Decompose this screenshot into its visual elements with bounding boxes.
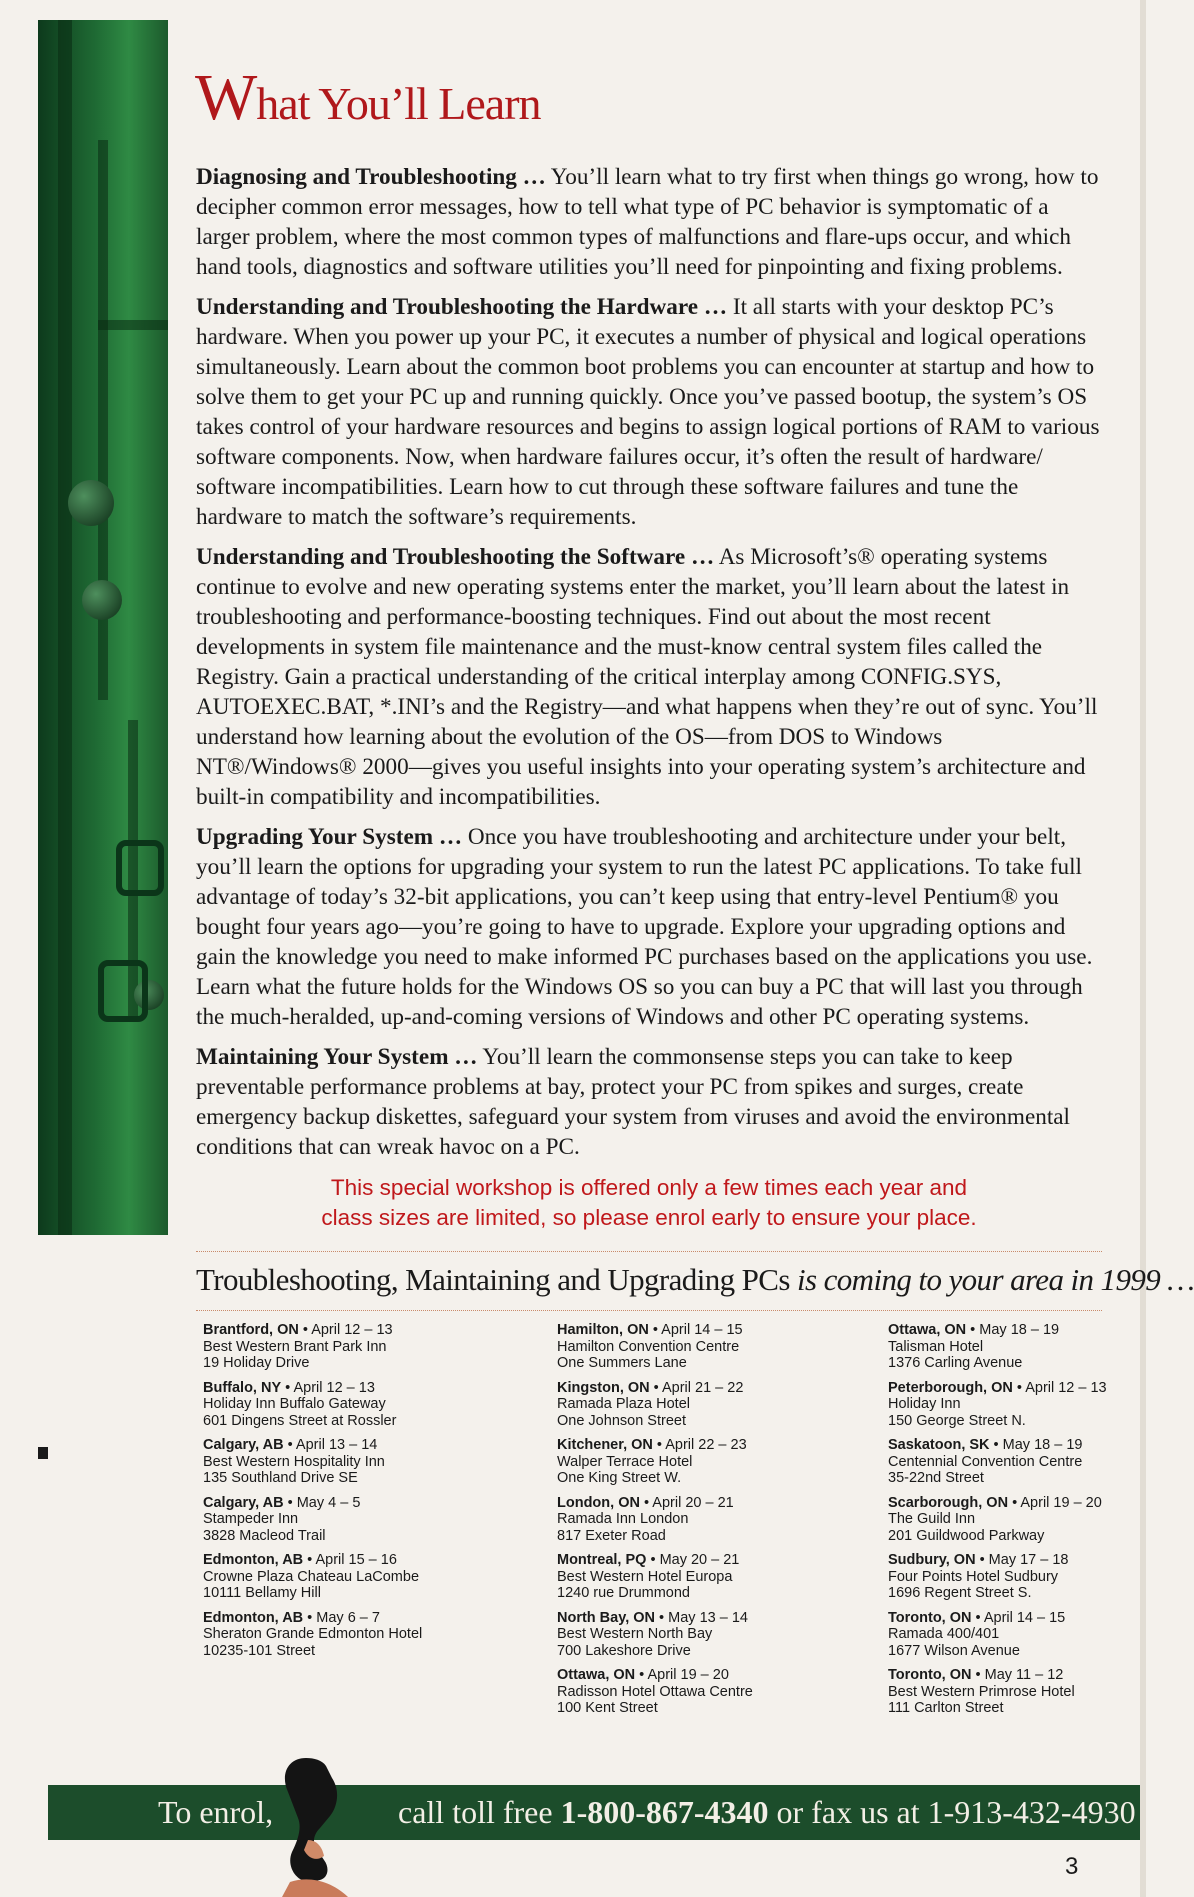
locations-column-3 <box>888 1322 1107 1725</box>
enrolment-notice <box>196 1173 1102 1233</box>
location-venue: Holiday Inn <box>888 1396 961 1412</box>
location-city: Kitchener, ON <box>557 1437 653 1453</box>
location-venue: Crowne Plaza Chateau LaCombe <box>203 1568 420 1585</box>
section-title: Maintaining Your System … <box>196 1044 478 1070</box>
location-city: Kingston, ON <box>557 1379 650 1396</box>
location-entry <box>888 1667 1107 1717</box>
section-software <box>196 542 1102 812</box>
location-address: 601 Dingens Street at Rossler <box>203 1412 397 1429</box>
location-venue: Holiday Inn Buffalo Gateway <box>203 1396 386 1412</box>
section-body: As Microsoft’s® operating systems continue to evolve and new operating systems enter the market, you’ll learn about the latest in troubleshooting and performance-boosting techniques. Find out about the most recent developments in system file maintenance and the must-know central system files called the Registry. Gain a practical understanding of the critical interplay among CONFIG.SYS, AUTOEXEC.BAT, *.INI’s and the Registry—and what happens when they’re out of sync. You’ll understand how learning about the evolution of the OS—from DOS to Windows NT®/Windows® 2000—gives you useful insights into your operating system’s architecture and built-in compatibility and incompatibilities. <box>196 544 1098 810</box>
location-address: 10111 Bellamy Hill <box>203 1585 321 1601</box>
location-address: One Summers Lane <box>557 1355 687 1371</box>
location-venue: Best Western North Bay <box>557 1626 713 1642</box>
location-entry <box>557 1552 753 1602</box>
location-entry <box>888 1380 1107 1430</box>
location-entry <box>203 1495 422 1545</box>
location-city: Brantford, ON <box>203 1322 299 1338</box>
location-address: 150 George Street N. <box>888 1412 1026 1429</box>
page-number: 3 <box>1065 1853 1079 1880</box>
divider-bottom <box>196 1310 1102 1311</box>
location-entry <box>557 1610 753 1660</box>
location-venue: Ramada 400/401 <box>888 1626 1000 1642</box>
location-venue: Hamilton Convention Centre <box>557 1338 740 1355</box>
location-address: 817 Exeter Road <box>557 1527 666 1544</box>
notice-line: This special workshop is offered only a few times each year and <box>330 1175 968 1200</box>
location-address: One Johnson Street <box>557 1412 686 1429</box>
location-date: • April 14 – 15 <box>971 1609 1066 1626</box>
location-date: • May 18 – 19 <box>966 1322 1060 1338</box>
location-venue: Radisson Hotel Ottawa Centre <box>557 1683 753 1700</box>
section-title: Understanding and Troubleshooting the Hardware … <box>196 294 728 320</box>
location-city: Montreal, PQ <box>557 1552 647 1568</box>
location-venue: Ramada Inn London <box>557 1511 689 1527</box>
divider-top <box>196 1251 1102 1252</box>
section-hardware <box>196 292 1102 532</box>
location-city: Hamilton, ON <box>557 1322 649 1338</box>
location-venue: Walper Terrace Hotel <box>557 1453 693 1470</box>
location-city: Ottawa, ON <box>888 1322 967 1338</box>
location-entry <box>557 1667 753 1717</box>
location-entry <box>888 1552 1107 1602</box>
location-venue: Stampeder Inn <box>203 1511 299 1527</box>
enrol-lead: To enrol, <box>158 1794 274 1830</box>
schedule-heading <box>196 1262 1194 1298</box>
location-entry <box>203 1380 422 1430</box>
location-entry <box>557 1437 753 1487</box>
schedule-heading-plain: Troubleshooting, Maintaining and Upgrading PCs <box>196 1262 797 1297</box>
location-city: Ottawa, ON <box>557 1667 636 1683</box>
location-venue: The Guild Inn <box>888 1511 976 1527</box>
enrol-fax-label: or fax us at <box>768 1794 928 1830</box>
location-date: • May 11 – 12 <box>971 1667 1064 1683</box>
toll-free-number[interactable]: 1-800-867-4340 <box>560 1794 769 1830</box>
location-address: 700 Lakeshore Drive <box>557 1642 691 1659</box>
location-date: • April 15 – 16 <box>303 1552 397 1568</box>
location-address: 1677 Wilson Avenue <box>888 1642 1020 1659</box>
location-address: 1376 Carling Avenue <box>888 1355 1023 1371</box>
location-entry <box>888 1322 1107 1372</box>
location-city: Calgary, AB <box>203 1494 284 1511</box>
location-address: 135 Southland Drive SE <box>203 1470 358 1486</box>
location-venue: Best Western Brant Park Inn <box>203 1338 387 1355</box>
location-city: Buffalo, NY <box>203 1379 282 1396</box>
location-venue: Four Points Hotel Sudbury <box>888 1568 1059 1585</box>
location-entry <box>888 1495 1107 1545</box>
location-address: 19 Holiday Drive <box>203 1355 310 1371</box>
circuit-board-image <box>38 20 168 1235</box>
section-body: You’ll learn the commonsense steps you can take to keep preventable performance problems at bay, protect your PC from spikes and surges, create emergency backup diskettes, safeguard your system from viruses and avoid the environmental conditions that can wreak havoc on a PC. <box>196 1044 1071 1160</box>
location-entry <box>557 1322 753 1372</box>
section-body: It all starts with your desktop PC’s hardware. When you power up your PC, it executes a number of physical and logical operations simultaneously. Learn about the common boot problems you can encounter at startup and how to solve them to get your PC up and running quickly. Once you’ve passed bootup, the system’s OS takes control of your hardware resources and begins to assign logical portions of RAM to various software components. Now, when hardware failures occur, it’s often the result of hardware/ software incompatibilities. Learn how to cut through these software failures and tune the hardware to match the software’s requirements. <box>196 294 1100 530</box>
location-date: • April 22 – 23 <box>652 1437 747 1453</box>
location-date: • April 12 – 13 <box>281 1379 375 1396</box>
page-edge <box>1140 0 1146 1897</box>
page-title <box>195 60 541 136</box>
location-date: • May 17 – 18 <box>975 1552 1069 1568</box>
location-city: Toronto, ON <box>888 1609 972 1626</box>
location-date: • May 6 – 7 <box>303 1609 380 1626</box>
location-address: 1696 Regent Street S. <box>888 1585 1032 1601</box>
location-city: Sudbury, ON <box>888 1552 976 1568</box>
location-date: • May 13 – 14 <box>655 1609 748 1626</box>
location-date: • May 4 – 5 <box>283 1494 361 1511</box>
enrol-contact <box>398 1785 1136 1840</box>
enrol-call-label: call toll free <box>398 1794 561 1830</box>
location-address: 35-22nd Street <box>888 1470 984 1486</box>
location-entry <box>203 1610 422 1660</box>
location-date: • April 19 – 20 <box>1008 1494 1102 1511</box>
location-address: 201 Guildwood Parkway <box>888 1527 1045 1544</box>
location-entry <box>203 1437 422 1487</box>
section-title: Diagnosing and Troubleshooting … <box>196 164 546 190</box>
location-address: 1240 rue Drummond <box>557 1585 690 1601</box>
location-address: 10235-101 Street <box>203 1642 316 1659</box>
location-address: 3828 Macleod Trail <box>203 1527 326 1544</box>
enrol-banner <box>48 1785 1140 1840</box>
section-body: You’ll learn what to try first when things go wrong, how to decipher common error messages, how to tell what type of PC behavior is symptomatic of a larger problem, where the most common types of malfunctions and flare-ups occur, and which hand tools, diagnostics and software utilities you’ll need for pinpointing and fixing problems. <box>196 164 1099 280</box>
location-venue: Ramada Plaza Hotel <box>557 1396 690 1412</box>
locations-column-2 <box>557 1322 753 1725</box>
location-address: 111 Carlton Street <box>888 1700 1004 1716</box>
phone-handset-icon <box>268 1748 358 1897</box>
margin-mark <box>38 1447 48 1459</box>
schedule-heading-italic: is coming to your area in 1999 … <box>797 1262 1194 1297</box>
location-venue: Best Western Hospitality Inn <box>203 1453 385 1470</box>
location-entry <box>203 1322 422 1372</box>
location-city: Edmonton, AB <box>203 1552 304 1568</box>
location-entry <box>888 1437 1107 1487</box>
location-city: Edmonton, AB <box>203 1609 304 1626</box>
location-date: • April 12 – 13 <box>1012 1379 1107 1396</box>
location-entry <box>203 1552 422 1602</box>
section-upgrading <box>196 822 1102 1032</box>
location-entry <box>557 1495 753 1545</box>
location-date: • April 12 – 13 <box>298 1322 393 1338</box>
location-venue: Best Western Primrose Hotel <box>888 1683 1075 1700</box>
location-city: Toronto, ON <box>888 1667 972 1683</box>
location-city: North Bay, ON <box>557 1609 656 1626</box>
location-city: Saskatoon, SK <box>888 1437 990 1453</box>
location-city: Peterborough, ON <box>888 1379 1013 1396</box>
location-address: 100 Kent Street <box>557 1700 658 1716</box>
location-date: • April 20 – 21 <box>639 1494 734 1511</box>
section-diagnosing <box>196 162 1102 282</box>
fax-number[interactable]: 1-913-432-4930 <box>927 1794 1136 1830</box>
location-city: Scarborough, ON <box>888 1494 1009 1511</box>
location-date: • May 20 – 21 <box>646 1552 740 1568</box>
location-entry <box>888 1610 1107 1660</box>
section-title: Understanding and Troubleshooting the Software … <box>196 544 715 570</box>
location-city: London, ON <box>557 1494 640 1511</box>
location-date: • April 13 – 14 <box>283 1437 378 1453</box>
location-venue: Sheraton Grande Edmonton Hotel <box>203 1626 423 1642</box>
title-rest: hat You’ll Learn <box>256 78 541 129</box>
location-entry <box>557 1380 753 1430</box>
location-date: • April 21 – 22 <box>649 1379 744 1396</box>
location-venue: Best Western Hotel Europa <box>557 1568 733 1585</box>
location-venue: Talisman Hotel <box>888 1338 984 1355</box>
location-date: • April 14 – 15 <box>648 1322 743 1338</box>
location-venue: Centennial Convention Centre <box>888 1453 1083 1470</box>
location-address: One King Street W. <box>557 1470 682 1486</box>
location-date: • May 18 – 19 <box>989 1437 1083 1453</box>
notice-line: class sizes are limited, so please enrol early to ensure your place. <box>321 1205 977 1230</box>
section-maintaining <box>196 1042 1102 1162</box>
location-date: • April 19 – 20 <box>635 1667 729 1683</box>
section-title: Upgrading Your System … <box>196 824 463 850</box>
locations-column-1 <box>203 1322 422 1667</box>
course-description <box>196 162 1102 1172</box>
location-city: Calgary, AB <box>203 1437 284 1453</box>
title-initial: W <box>195 61 257 134</box>
section-body: Once you have troubleshooting and architecture under your belt, you’ll learn the options for upgrading your system to run the latest PC applications. To take full advantage of today’s 32-bit applications, you can’t keep using that entry-level Pentium® you bought four years ago—you’re going to have to upgrade. Explore your upgrading options and gain the knowledge you need to make informed PC purchases based on the applications you use. Learn what the future holds for the Windows OS so you can buy a PC that will last you through the much-heralded, up-and-coming versions of Windows and other PC operating systems. <box>196 824 1093 1030</box>
